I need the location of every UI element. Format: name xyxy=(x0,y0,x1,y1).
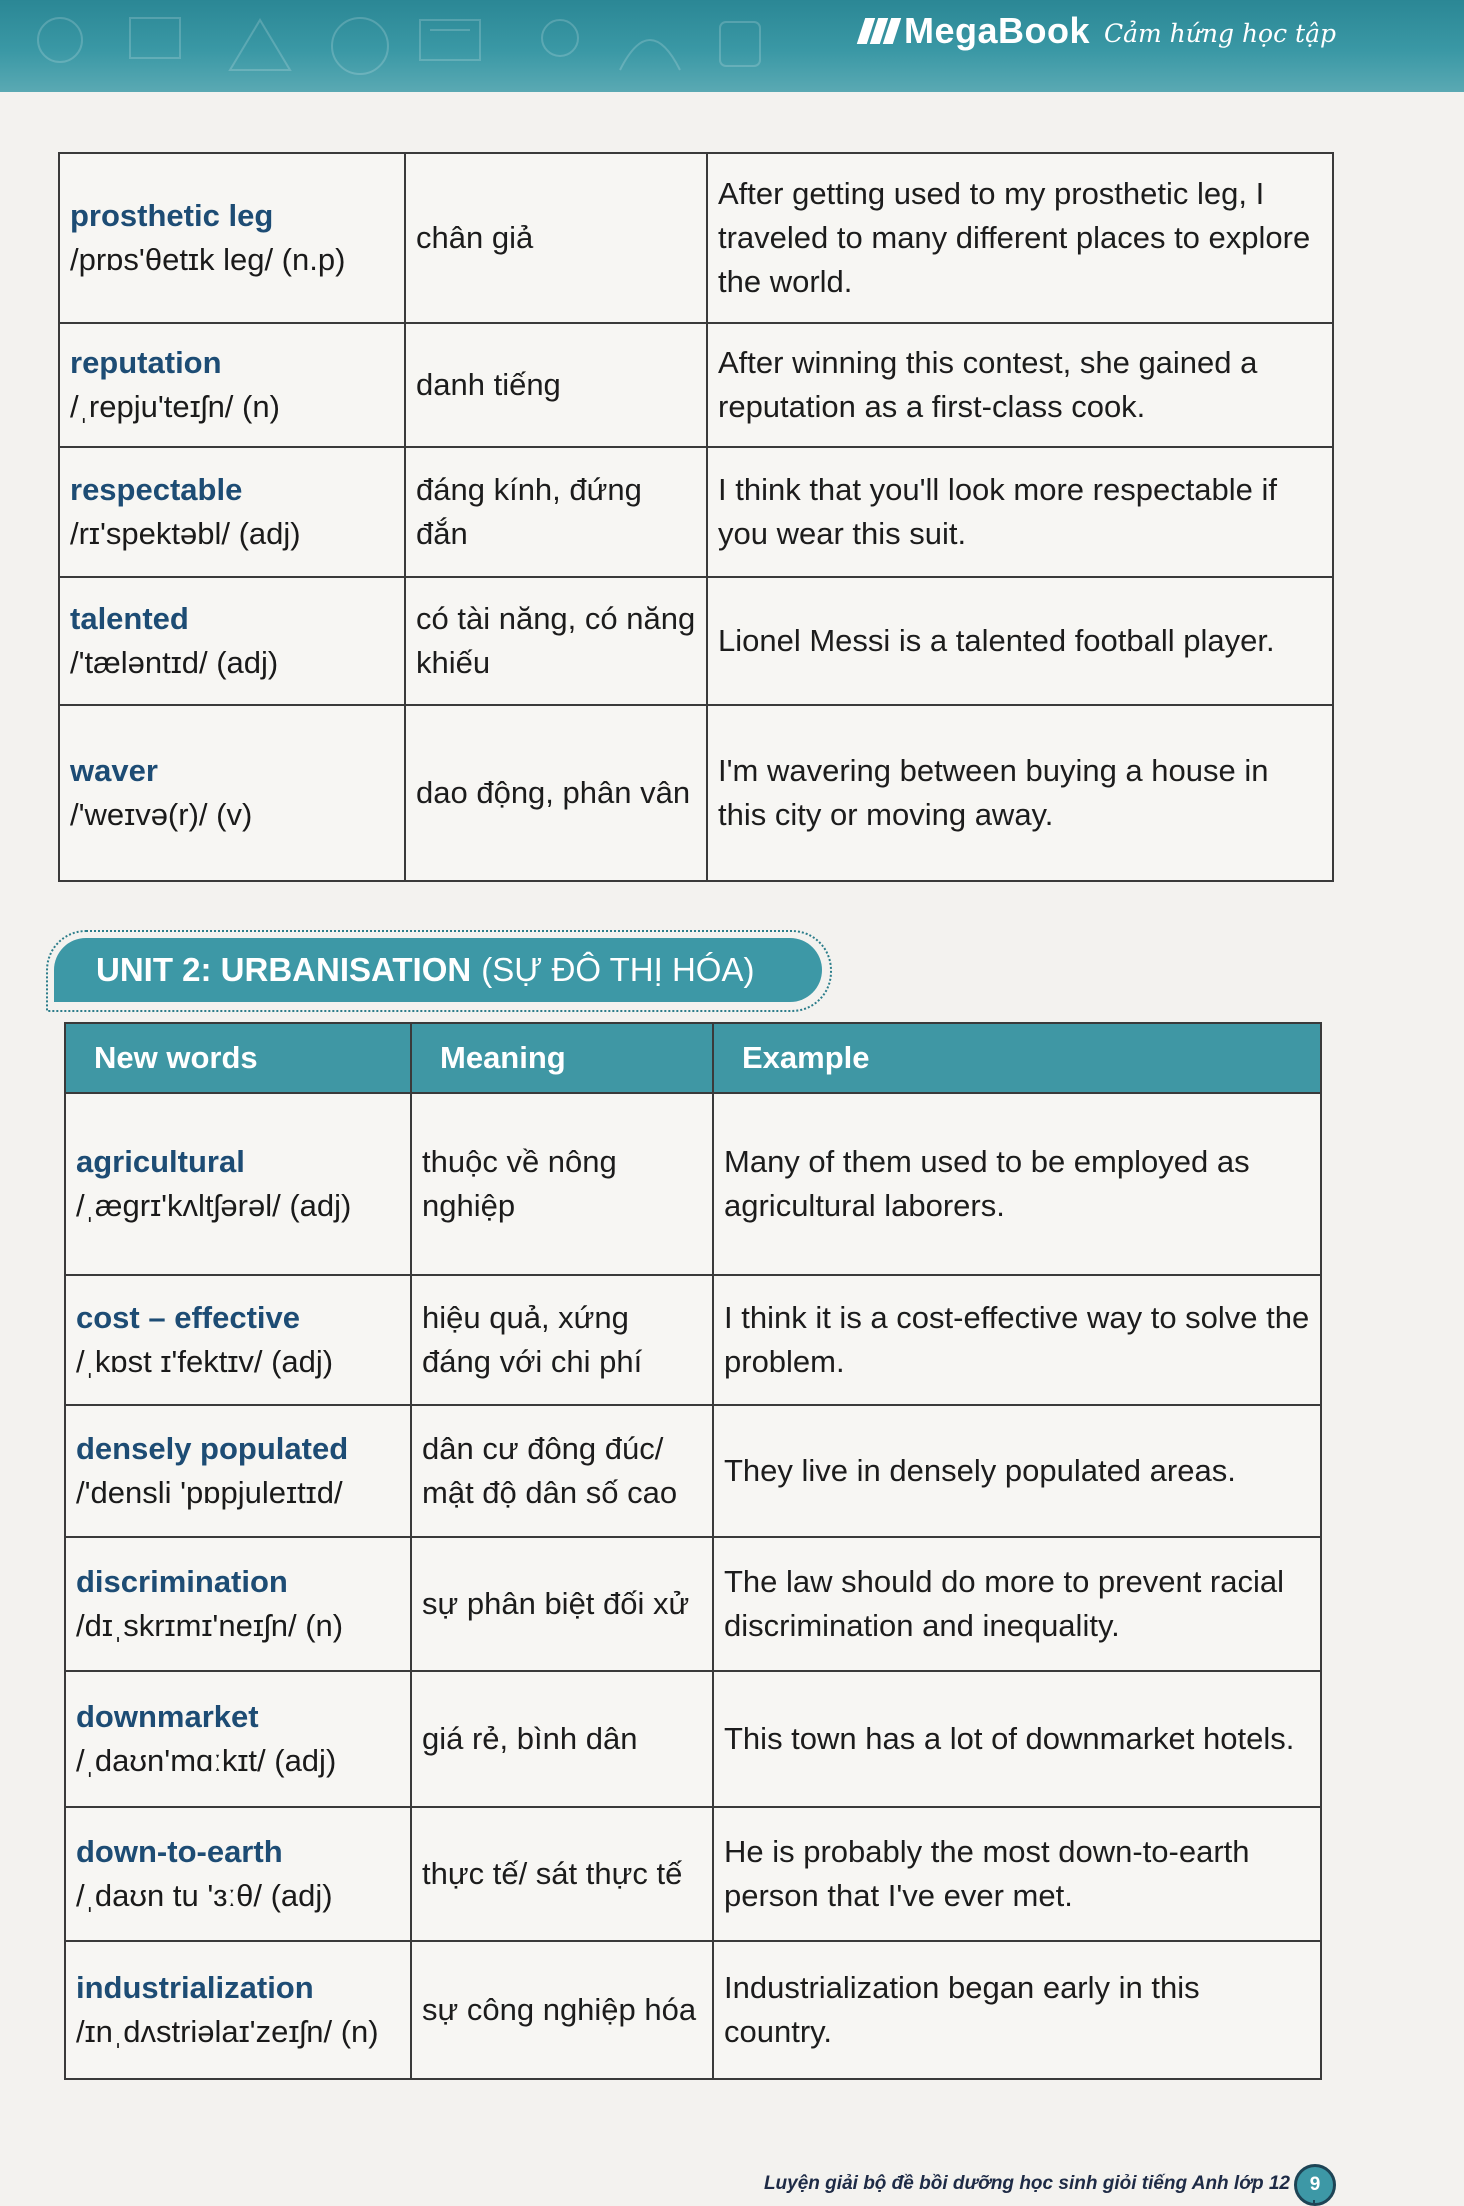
word-cell xyxy=(65,1275,411,1405)
table-row xyxy=(59,447,1333,577)
word: discrimination xyxy=(76,1563,288,1599)
example: I think it is a cost-effective way to solve the problem. xyxy=(724,1299,1310,1379)
meaning: dân cư đông đúc/ mật độ dân số cao xyxy=(422,1430,678,1510)
word: waver xyxy=(70,752,158,788)
meaning: hiệu quả, xứng đáng với chi phí xyxy=(422,1299,643,1379)
meaning: danh tiếng xyxy=(416,366,561,402)
meaning-cell xyxy=(405,153,707,323)
example-cell xyxy=(707,323,1333,447)
word: down-to-earth xyxy=(76,1833,283,1869)
example: Lionel Messi is a talented football player. xyxy=(718,622,1275,658)
word: densely populated xyxy=(76,1430,349,1466)
example: Many of them used to be employed as agricultural laborers. xyxy=(724,1143,1250,1223)
unit-subtitle: (SỰ ĐÔ THỊ HÓA) xyxy=(481,951,755,988)
meaning: đáng kính, đứng đắn xyxy=(416,471,642,551)
table-row xyxy=(65,1405,1321,1537)
example: After getting used to my prosthetic leg, I traveled to many different places to explore the world. xyxy=(718,175,1311,299)
meaning-cell xyxy=(411,1537,713,1671)
table-row xyxy=(59,323,1333,447)
meaning-cell xyxy=(411,1093,713,1275)
word: talented xyxy=(70,600,189,636)
ipa: /ˌdaʊn'mɑːkɪt/ (adj) xyxy=(76,1743,337,1778)
word: cost – effective xyxy=(76,1299,300,1335)
example-cell xyxy=(713,1405,1321,1537)
table-row xyxy=(65,1275,1321,1405)
brand-mark-icon xyxy=(861,18,900,44)
header-new-words: New words xyxy=(65,1023,411,1093)
word-cell xyxy=(59,705,405,881)
footer-book-title: Luyện giải bộ đề bồi dưỡng học sinh giỏi tiếng Anh lớp 12 xyxy=(763,2173,1290,2194)
brand-name: MegaBook xyxy=(903,10,1090,51)
meaning: dao động, phân vân xyxy=(416,774,691,810)
example: Industrialization began early in this country. xyxy=(724,1969,1200,2049)
brand-tagline: Cảm hứng học tập xyxy=(1104,18,1336,48)
vocab-table-unit1 xyxy=(58,152,1334,882)
word: agricultural xyxy=(76,1143,245,1179)
meaning: sự phân biệt đối xử xyxy=(422,1585,690,1621)
table-row xyxy=(65,1537,1321,1671)
example-cell xyxy=(713,1807,1321,1941)
ipa: /'densli 'pɒpjuleɪtɪd/ xyxy=(76,1475,343,1510)
table-row xyxy=(65,1671,1321,1807)
ipa: /ˌrepju'teɪʃn/ (n) xyxy=(70,389,280,424)
meaning-cell xyxy=(405,705,707,881)
meaning: thực tế/ sát thực tế xyxy=(422,1855,683,1891)
doodle-pattern-icon xyxy=(0,0,820,92)
unit-banner xyxy=(46,930,832,1012)
word-cell xyxy=(65,1405,411,1537)
table-row xyxy=(65,1941,1321,2079)
example: They live in densely populated areas. xyxy=(724,1452,1236,1488)
word-cell xyxy=(65,1537,411,1671)
table-header-row xyxy=(65,1023,1321,1093)
meaning-cell xyxy=(411,1941,713,2079)
example: After winning this contest, she gained a reputation as a first-class cook. xyxy=(718,344,1258,424)
meaning-cell xyxy=(411,1671,713,1807)
ipa: /ɪnˌdʌstriəlaɪ'zeɪʃn/ (n) xyxy=(76,2014,379,2049)
example: I think that you'll look more respectable if you wear this suit. xyxy=(718,471,1278,551)
ipa: /rɪ'spektəbl/ (adj) xyxy=(70,516,301,551)
meaning: sự công nghiệp hóa xyxy=(422,1991,697,2027)
word-cell xyxy=(59,323,405,447)
meaning-cell xyxy=(411,1405,713,1537)
example-cell xyxy=(713,1093,1321,1275)
table-row xyxy=(65,1807,1321,1941)
word: downmarket xyxy=(76,1698,259,1734)
example-cell xyxy=(713,1275,1321,1405)
word: respectable xyxy=(70,471,243,507)
example-cell xyxy=(707,447,1333,577)
meaning: giá rẻ, bình dân xyxy=(422,1720,638,1756)
table-row xyxy=(59,153,1333,323)
example-cell xyxy=(707,577,1333,705)
word-cell xyxy=(65,1807,411,1941)
ipa: /ˌægrɪ'kʌltʃərəl/ (adj) xyxy=(76,1188,352,1223)
ipa: /prɒs'θetɪk leg/ (n.p) xyxy=(70,242,346,277)
header-example: Example xyxy=(713,1023,1321,1093)
word-cell xyxy=(65,1941,411,2079)
ipa: /ˌkɒst ɪ'fektɪv/ (adj) xyxy=(76,1344,334,1379)
word-cell xyxy=(59,577,405,705)
brand-logo xyxy=(861,10,1336,52)
word-cell xyxy=(59,447,405,577)
meaning-cell xyxy=(411,1275,713,1405)
meaning-cell xyxy=(405,447,707,577)
example-cell xyxy=(713,1671,1321,1807)
page-header xyxy=(0,0,1464,92)
word-cell xyxy=(59,153,405,323)
ipa: /dɪˌskrɪmɪ'neɪʃn/ (n) xyxy=(76,1608,344,1643)
table-row xyxy=(59,705,1333,881)
meaning: thuộc về nông nghiệp xyxy=(422,1143,617,1223)
meaning: chân giả xyxy=(416,219,534,255)
example-cell xyxy=(713,1537,1321,1671)
table-row xyxy=(59,577,1333,705)
header-meaning: Meaning xyxy=(411,1023,713,1093)
page-number: 9 xyxy=(1294,2164,1336,2206)
example-cell xyxy=(713,1941,1321,2079)
example: He is probably the most down-to-earth person that I've ever met. xyxy=(724,1833,1250,1913)
word-cell xyxy=(65,1093,411,1275)
example-cell xyxy=(707,705,1333,881)
footer-line xyxy=(1313,2200,1315,2204)
meaning: có tài năng, có năng khiếu xyxy=(416,600,696,680)
example: The law should do more to prevent racial discrimination and inequality. xyxy=(724,1563,1285,1643)
example: This town has a lot of downmarket hotels. xyxy=(724,1720,1295,1756)
word: prosthetic leg xyxy=(70,197,274,233)
vocab-table-unit2 xyxy=(64,1022,1322,2080)
ipa: /'weɪvə(r)/ (v) xyxy=(70,797,253,832)
word: reputation xyxy=(70,344,222,380)
example: I'm wavering between buying a house in this city or moving away. xyxy=(718,752,1269,832)
example-cell xyxy=(707,153,1333,323)
word: industrialization xyxy=(76,1969,314,2005)
table-row xyxy=(65,1093,1321,1275)
unit-title: UNIT 2: URBANISATION xyxy=(96,951,472,988)
word-cell xyxy=(65,1671,411,1807)
meaning-cell xyxy=(405,577,707,705)
ipa: /ˌdaʊn tu 'ɜːθ/ (adj) xyxy=(76,1878,333,1913)
ipa: /'tæləntɪd/ (adj) xyxy=(70,645,279,680)
meaning-cell xyxy=(411,1807,713,1941)
banner-fill xyxy=(54,938,822,1002)
meaning-cell xyxy=(405,323,707,447)
